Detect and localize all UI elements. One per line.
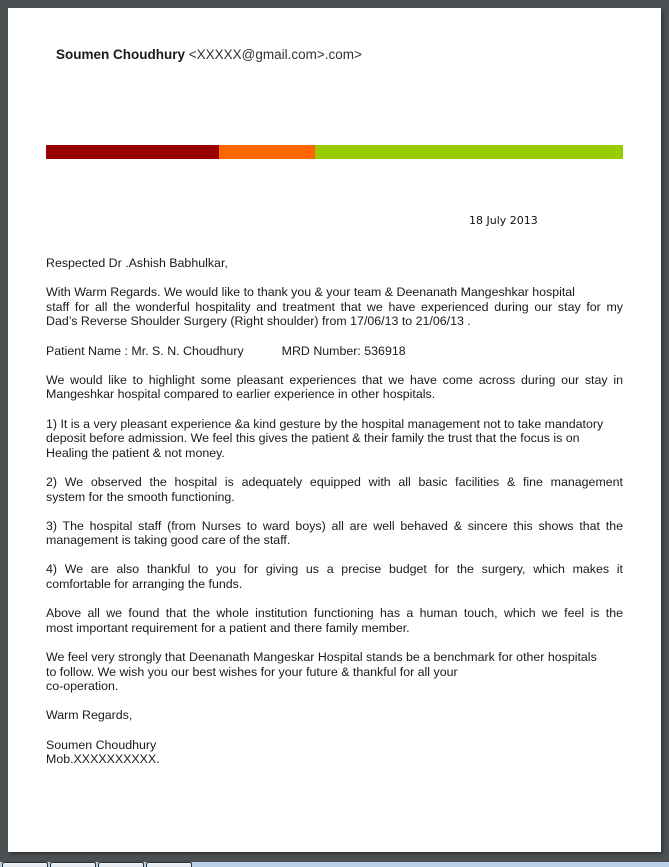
above-all-paragraph [46, 606, 623, 635]
closing-text: Warm Regards, [46, 708, 133, 723]
point-1-line: Healing the patient & not money. [46, 445, 225, 460]
mrd-number: MRD Number: 536918 [281, 343, 406, 358]
letter-body [46, 256, 623, 781]
letter-header [56, 47, 362, 62]
bottom-tab-3[interactable] [98, 862, 144, 867]
benchmark-line: co-operation. [46, 679, 119, 694]
salutation-text: Respected Dr .Ashish Babhulkar, [46, 256, 228, 270]
point-2-paragraph [46, 475, 623, 504]
point-2-line: system for the smooth functioning. [46, 489, 235, 504]
benchmark-line: We feel very strongly that Deenanath Mangeskar Hospital stands be a benchmark for other hospitals [46, 650, 597, 665]
signature-name: Soumen Choudhury [46, 737, 157, 752]
intro-line: Dad’s Reverse Shoulder Surgery (Right shoulder) from 17/06/13 to 21/06/13 . [46, 314, 471, 329]
point-1-line: 1) It is a very pleasant experience &a kind gesture by the hospital management not to take mandatory [46, 416, 604, 431]
point-4-paragraph [46, 562, 623, 591]
color-bar-segment-orange [219, 145, 315, 159]
bottom-tab-1[interactable] [2, 862, 48, 867]
highlight-line: Mangeshkar hospital compared to earlier experience in other hospitals. [46, 387, 436, 402]
intro-line: staff for all the wonderful hospitality and treatment that we have experienced during our stay for my [46, 299, 623, 314]
patient-name: Patient Name : Mr. S. N. Choudhury [46, 343, 244, 358]
bottom-tab-4[interactable] [146, 862, 192, 867]
benchmark-paragraph [46, 650, 623, 694]
document-page [8, 8, 661, 852]
letter-date: 18 July 2013 [469, 214, 538, 227]
decorative-color-bar [46, 145, 623, 159]
highlight-paragraph [46, 373, 623, 402]
signature-mobile: Mob.XXXXXXXXXX. [46, 752, 160, 767]
closing-paragraph [46, 708, 623, 723]
point-4-line: 4) We are also thankful to you for giving us a precise budget for the surgery, which makes it [46, 562, 623, 577]
point-3-line: 3) The hospital staff (from Nurses to ward boys) all are well behaved & sincere this shows that the [46, 518, 623, 533]
sender-name: Soumen Choudhury [56, 47, 185, 62]
intro-paragraph [46, 285, 623, 329]
point-1-paragraph [46, 417, 623, 461]
bottom-tab-2[interactable] [50, 862, 96, 867]
letter-content [8, 8, 661, 852]
point-3-paragraph [46, 519, 623, 548]
intro-line: With Warm Regards. We would like to thank you & your team & Deenanath Mangeshkar hospital [46, 285, 575, 300]
benchmark-line: to follow. We wish you our best wishes for your future & thankful for all your [46, 664, 458, 679]
above-all-line: most important requirement for a patient and there family member. [46, 620, 410, 635]
above-all-line: Above all we found that the whole institution functioning has a human touch, which we feel is the [46, 606, 623, 621]
point-1-line: deposit before admission. We feel this gives the patient & their family the trust that the focus is on [46, 431, 580, 446]
point-2-line: 2) We observed the hospital is adequately equipped with all basic facilities & fine management [46, 474, 623, 489]
signature-block [46, 738, 623, 767]
salutation [46, 256, 623, 271]
highlight-line: We would like to highlight some pleasant experiences that we have come across during our stay in [46, 372, 623, 387]
point-4-line: comfortable for arranging the funds. [46, 577, 243, 592]
point-3-line: management is taking good care of the staff. [46, 533, 291, 548]
color-bar-segment-red [46, 145, 219, 159]
color-bar-segment-green [315, 145, 623, 159]
patient-info-line [46, 344, 623, 359]
bottom-tab-strip [0, 862, 669, 867]
patient-info [46, 344, 623, 359]
sender-email: <XXXXX@gmail.com>.com> [188, 47, 362, 62]
